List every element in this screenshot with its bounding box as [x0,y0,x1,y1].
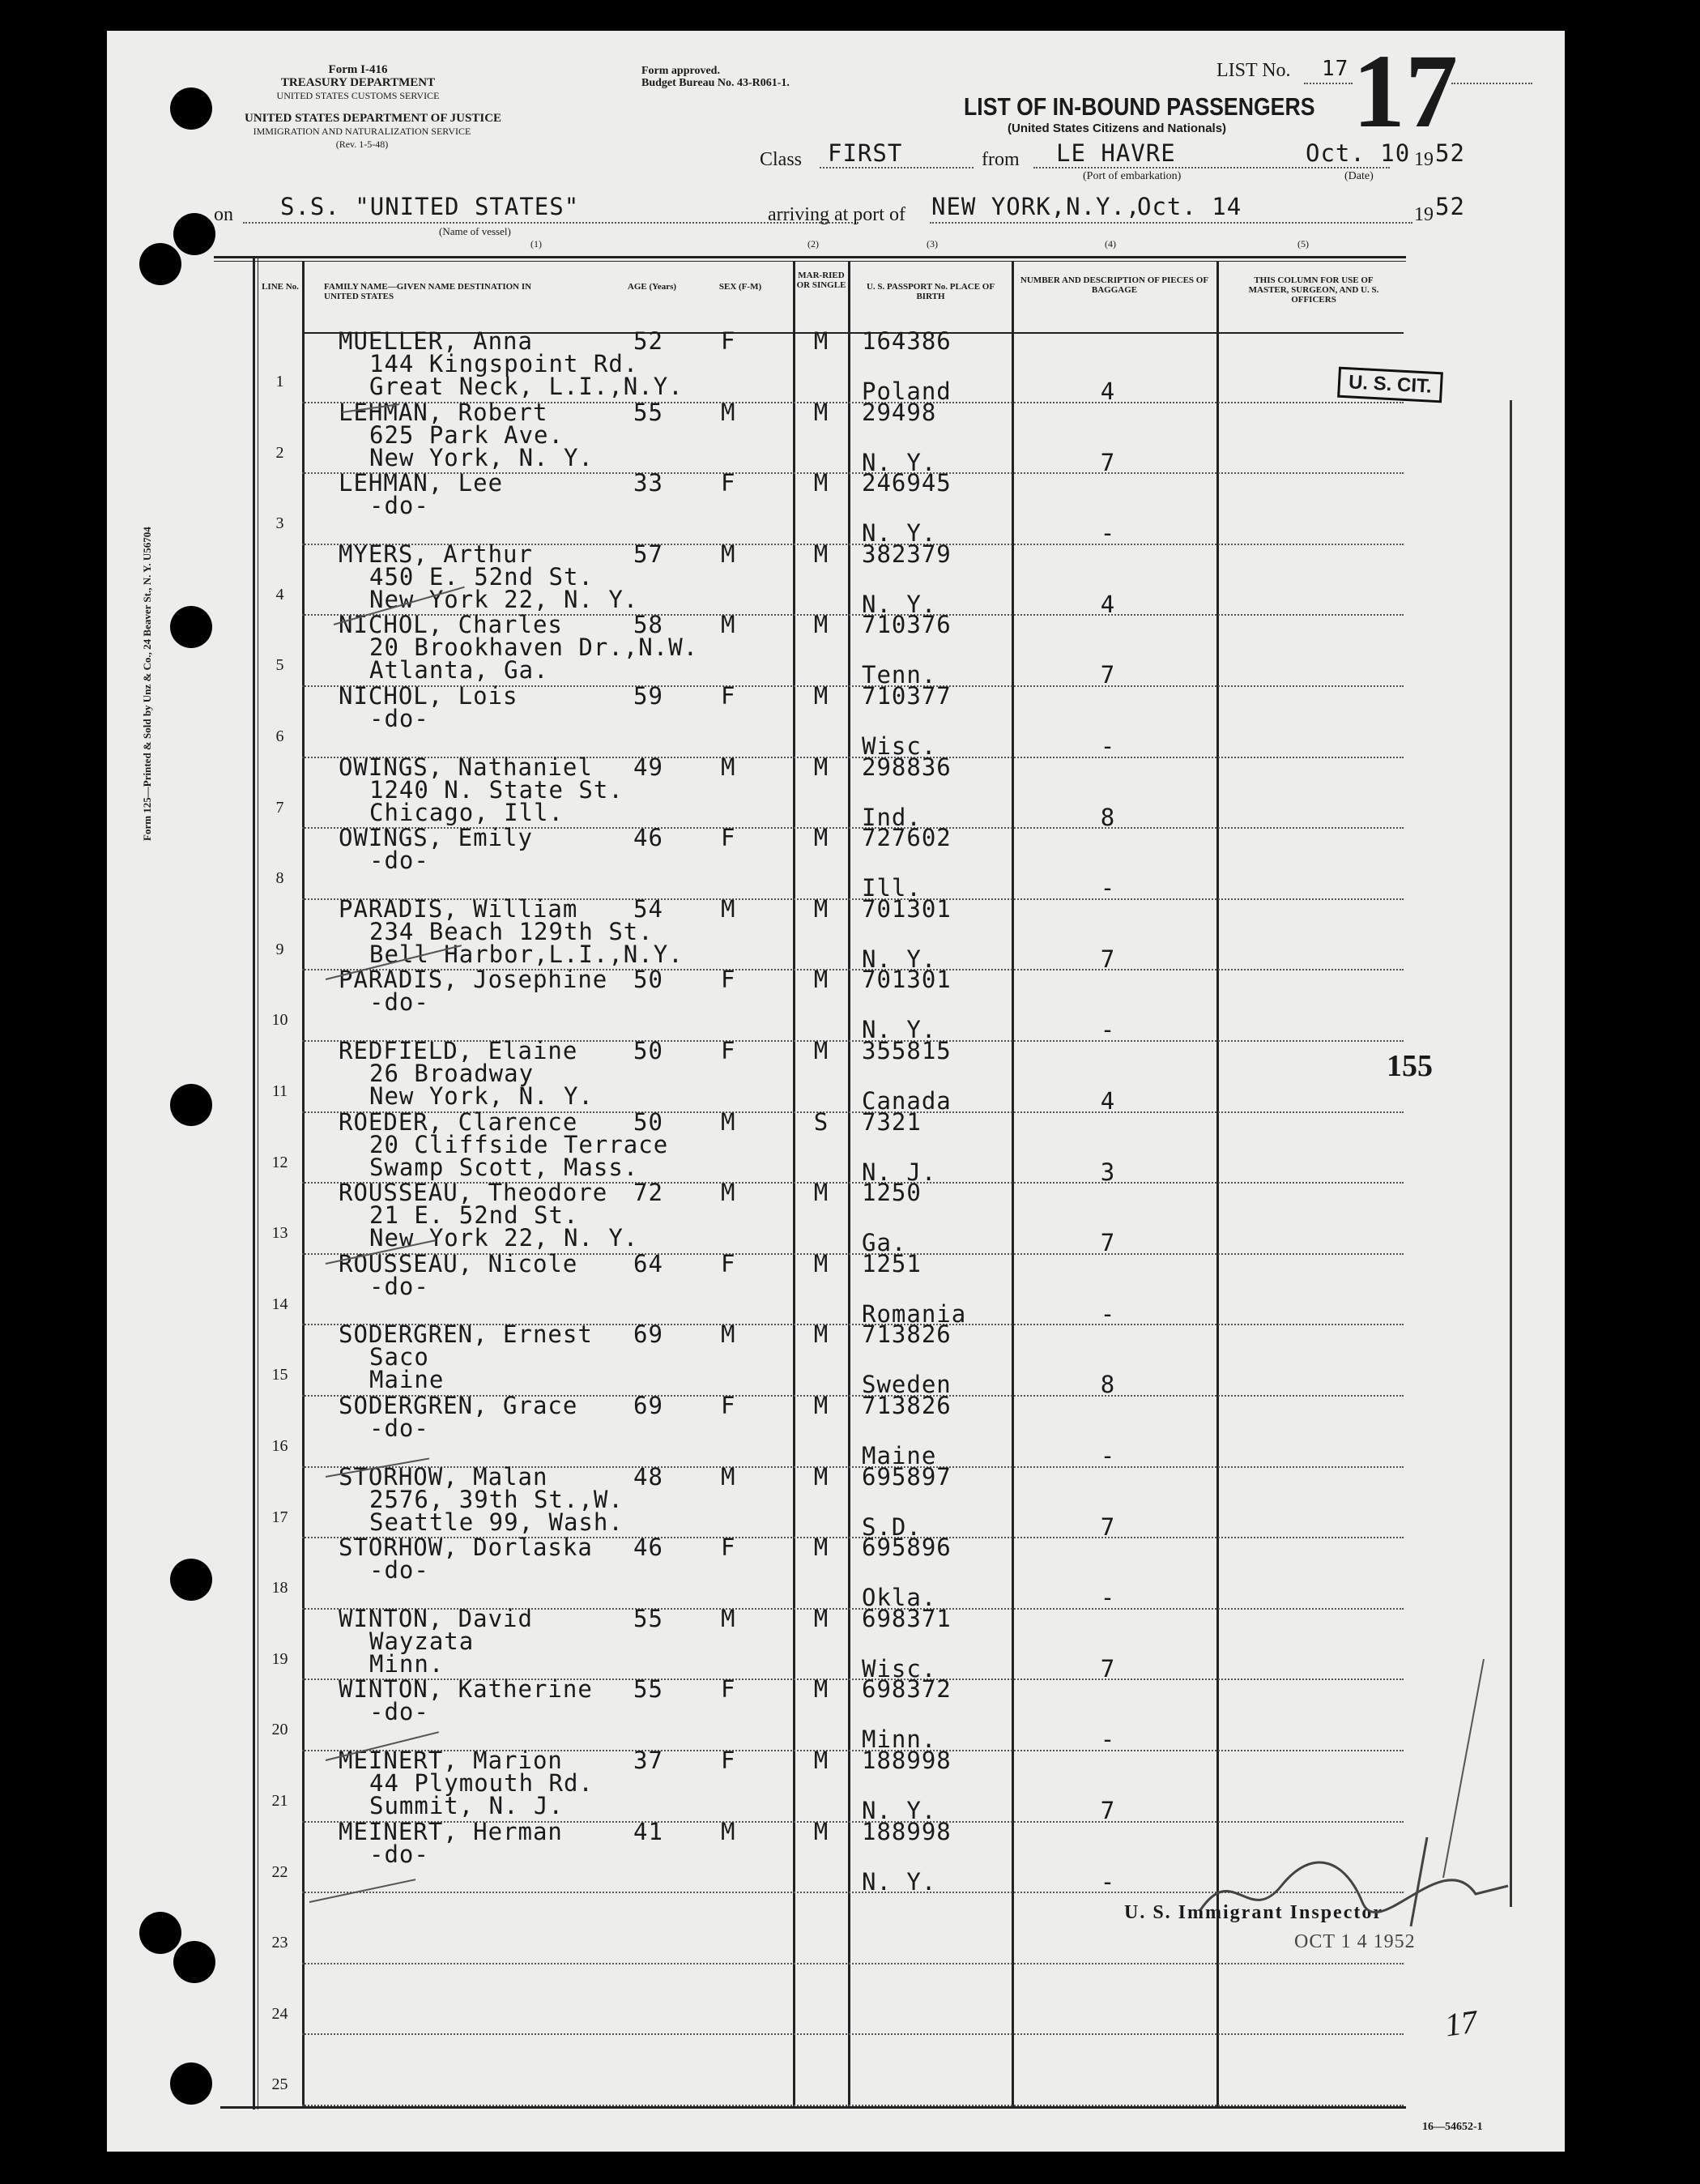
vessel-caption: (Name of vessel) [439,225,511,237]
baggage-count: - [1100,732,1116,760]
line-number: 16 [271,1437,288,1455]
baggage-count: - [1100,1725,1116,1754]
baggage-count: 7 [1100,1229,1116,1257]
passenger-sex: F [721,1392,736,1419]
passenger-name: OWINGS, Nathaniel [339,753,593,781]
footer-code: 16—54652-1 [1422,2121,1483,2133]
passenger-age: 69 [633,1320,663,1349]
passenger-address: -do- [369,847,429,875]
line-number: 11 [271,1082,288,1100]
row-separator [302,2105,1404,2106]
line-number: 7 [275,798,284,817]
place-of-birth: N. Y. [862,1797,937,1824]
marital-status: M [813,1392,829,1419]
line-number: 6 [275,727,284,745]
col-num-4: (4) [1105,238,1116,250]
col-num-5: (5) [1297,238,1309,250]
arrival-port: NEW YORK,N.Y., [931,193,1141,220]
passenger-sex: M [721,753,736,781]
passenger-sex: M [721,1604,736,1632]
passenger-age: 37 [633,1747,663,1774]
passenger-age: 59 [633,682,663,710]
passenger-name: NICHOL, Lois [339,682,518,710]
baggage-count: - [1100,1016,1116,1044]
passenger-sex: F [721,682,736,710]
place-of-birth: Wisc. [862,732,937,760]
passenger-sex: M [721,540,736,568]
baggage-count: 7 [1100,1654,1116,1683]
line-number: 18 [271,1579,288,1597]
passenger-name: MYERS, Arthur [339,540,533,568]
line-number: 5 [275,656,284,675]
passenger-address: -do- [369,988,429,1017]
passenger-age: 52 [633,327,663,355]
col-num-3: (3) [927,238,938,250]
class-label: Class [760,149,803,170]
passenger-name: MEINERT, Marion [339,1747,563,1774]
passport-number: 701301 [862,894,952,923]
tick-mark [1419,1651,1500,1894]
baggage-count: 7 [1100,1797,1116,1824]
form-number: Form I-416 [328,63,388,76]
passenger-age: 57 [633,540,663,568]
passenger-sex: F [721,1747,736,1774]
passport-number: 355815 [862,1037,952,1064]
col-header-married: MAR-RIED OR SINGLE [796,271,846,290]
passenger-age: 69 [633,1392,663,1419]
passenger-name: LEHMAN, Lee [339,469,504,497]
passport-number: 713826 [862,1392,952,1419]
passenger-name: ROEDER, Clarence [339,1107,578,1136]
passenger-name: MUELLER, Anna [339,327,533,355]
marital-status: M [813,469,829,497]
passenger-age: 55 [633,1675,663,1704]
binder-hole [170,2062,212,2105]
line-number: 25 [271,2075,288,2094]
passport-number: 29498 [862,398,937,426]
passenger-age: 72 [633,1179,663,1207]
passenger-address: -do- [369,1414,429,1442]
baggage-count: 7 [1100,1512,1116,1541]
passenger-address: 234 Beach 129th St. [369,917,654,945]
marital-status: M [813,753,829,781]
passenger-name: STORHOW, Malan [339,1462,548,1491]
passenger-count: 155 [1387,1049,1433,1083]
marital-status: M [813,966,829,994]
place-of-birth: N. Y. [862,1016,937,1044]
binder-hole [173,1941,215,1983]
passenger-sex: F [721,1675,736,1704]
marital-status: M [813,1037,829,1064]
line-number: 4 [275,585,284,604]
passenger-address: Bell Harbor,L.I.,N.Y. [369,940,684,968]
passenger-address: -do- [369,1840,429,1868]
passenger-address: 20 Cliffside Terrace [369,1130,669,1158]
passenger-name: PARADIS, Josephine [339,966,608,994]
passenger-address: Atlanta, Ga. [369,656,549,685]
binder-hole [173,213,215,255]
passport-number: 695896 [862,1533,952,1562]
officer-bracket-line [1510,400,1512,1907]
place-of-birth: Minn. [862,1725,937,1754]
us-citizen-stamp: U. S. CIT. [1337,367,1443,403]
passenger-name: OWINGS, Emily [339,824,533,852]
col-header-name: FAMILY NAME—GIVEN NAME DESTINATION IN UNITED STATES [324,282,532,301]
passport-number: 1250 [862,1179,922,1207]
passenger-address: 1240 N. State St. [369,775,624,804]
big-list-number: 17 [1353,33,1458,150]
passenger-name: MEINERT, Herman [339,1817,563,1845]
place-of-birth: Okla. [862,1584,937,1612]
baggage-count: - [1100,1867,1116,1896]
arrival-date: Oct. 14 [1137,193,1242,220]
list-number: 17 [1322,57,1349,81]
passenger-address: Wayzata [369,1627,475,1655]
marital-status: M [813,327,829,355]
passenger-name: SODERGREN, Grace [339,1392,578,1419]
passenger-address: 21 E. 52nd St. [369,1201,579,1230]
passenger-address: Chicago, Ill. [369,798,564,826]
passenger-age: 48 [633,1462,663,1491]
binder-hole [170,606,212,648]
passport-number: 710376 [862,611,952,639]
baggage-count: - [1100,1299,1116,1328]
class-value: FIRST [828,139,903,167]
passenger-address: New York, N. Y. [369,443,594,471]
col-header-passport: U. S. PASSPORT No. PLACE OF BIRTH [866,282,995,301]
col-header-officers: THIS COLUMN FOR USE OF MASTER, SURGEON, AND U. S. OFFICERS [1248,275,1379,305]
line-number: 15 [271,1366,288,1384]
place-of-birth: S.D. [862,1512,922,1541]
passenger-sex: F [721,824,736,852]
department-justice: UNITED STATES DEPARTMENT OF JUSTICE [245,112,502,125]
line-number: 13 [271,1224,288,1243]
passenger-address: 144 Kingspoint Rd. [369,350,639,378]
marital-status: M [813,894,829,923]
passenger-address: 625 Park Ave. [369,420,564,449]
passenger-name: STORHOW, Dorlaska [339,1533,593,1562]
marital-status: M [813,1747,829,1774]
passenger-age: 33 [633,469,663,497]
line-number: 10 [271,1011,288,1030]
passenger-name: NICHOL, Charles [339,611,563,639]
passenger-address: 44 Plymouth Rd. [369,1769,594,1797]
passenger-address: Summit, N. J. [369,1792,564,1819]
passport-number: 698372 [862,1675,952,1704]
passenger-sex: M [721,398,736,426]
customs-service: UNITED STATES CUSTOMS SERVICE [276,90,440,101]
passenger-age: 49 [633,753,663,781]
passenger-name: ROUSSEAU, Nicole [339,1249,578,1278]
inspection-date-stamp: OCT 1 4 1952 [1294,1931,1416,1952]
place-of-birth: N. J. [862,1158,937,1186]
marital-status: M [813,540,829,568]
marital-status: S [813,1107,829,1136]
passenger-age: 55 [633,1604,663,1632]
department-treasury: TREASURY DEPARTMENT [280,76,436,89]
list-subtitle: (United States Citizens and Nationals) [1008,122,1227,135]
place-of-birth: Canada [862,1087,952,1115]
passport-number: 188998 [862,1747,952,1774]
inspector-stamp: U. S. Immigrant Inspector [1124,1902,1383,1923]
vessel-name: S.S. "UNITED STATES" [280,193,580,220]
passport-number: 695897 [862,1462,952,1491]
place-of-birth: Ind. [862,803,922,831]
line-number: 14 [271,1295,288,1313]
passenger-name: SODERGREN, Ernest [339,1320,593,1349]
binder-hole [139,243,181,285]
baggage-count: 3 [1100,1158,1116,1186]
passenger-address: New York 22, N. Y. [369,1224,639,1252]
baggage-count: 7 [1100,661,1116,689]
line-number: 21 [271,1792,288,1810]
passport-number: 727602 [862,824,952,852]
col-header-sex: SEX (F-M) [718,282,762,292]
passenger-address: New York, N. Y. [369,1082,594,1110]
revision: (Rev. 1-5-48) [335,139,389,150]
place-of-birth: Poland [862,378,952,405]
line-number: 20 [271,1721,288,1739]
line-number: 22 [271,1862,288,1881]
passport-number: 188998 [862,1817,952,1845]
budget-bureau: Budget Bureau No. 43-R061-1. [641,77,790,89]
passenger-sex: M [721,611,736,639]
passenger-address: -do- [369,1272,429,1300]
passenger-address: 450 E. 52nd St. [369,562,594,591]
place-of-birth: Tenn. [862,661,937,689]
line-number: 24 [271,2004,288,2023]
passenger-name: PARADIS, William [339,894,578,923]
baggage-count: - [1100,519,1116,548]
manifest-page [107,31,1565,2152]
year-value: 52 [1435,139,1465,167]
list-title: LIST OF IN-BOUND PASSENGERS [964,92,1315,121]
binder-hole [139,1912,181,1954]
passenger-name: WINTON, David [339,1604,533,1632]
marital-status: M [813,1249,829,1278]
line-number: 17 [271,1508,288,1526]
baggage-count: - [1100,1442,1116,1470]
baggage-count: - [1100,1584,1116,1612]
passenger-age: 58 [633,611,663,639]
place-of-birth: N. Y. [862,945,937,973]
baggage-count: 8 [1100,803,1116,831]
passport-number: 698371 [862,1604,952,1632]
form-approved: Form approved. [641,65,720,77]
passenger-address: Maine [369,1366,445,1394]
passenger-address: 2576, 39th St.,W. [369,1485,624,1513]
marital-status: M [813,1533,829,1562]
baggage-count: 7 [1100,945,1116,973]
arriving-label: arriving at port of [768,204,905,225]
place-of-birth: N. Y. [862,519,937,548]
marital-status: M [813,824,829,852]
marital-status: M [813,682,829,710]
col-header-line: LINE No. [262,282,299,292]
passenger-sex: M [721,894,736,923]
marital-status: M [813,398,829,426]
passenger-address: New York 22, N. Y. [369,585,639,613]
passenger-address: -do- [369,492,429,520]
passenger-address: Swamp Scott, Mass. [369,1153,639,1181]
passenger-sex: F [721,1249,736,1278]
passenger-sex: F [721,469,736,497]
passenger-sex: F [721,327,736,355]
passenger-sex: F [721,1533,736,1562]
page-handwritten-mark: 17 [1442,2003,1480,2044]
passenger-address: -do- [369,1556,429,1585]
passenger-address: Minn. [369,1649,445,1678]
place-of-birth: N. Y. [862,1867,937,1896]
on-label: on [214,204,233,225]
passport-number: 382379 [862,540,952,568]
baggage-count: 4 [1100,590,1116,618]
place-of-birth: Maine [862,1442,937,1470]
passenger-age: 46 [633,1533,663,1562]
binder-hole [170,1559,212,1601]
passenger-address: -do- [369,705,429,732]
year-prefix: 19 [1414,149,1434,170]
place-of-birth: N. Y. [862,448,937,476]
passenger-age: 55 [633,398,663,426]
col-header-age: AGE (Years) [627,282,677,292]
passport-number: 1251 [862,1249,922,1278]
passenger-address: -do- [369,1698,429,1726]
line-number: 1 [275,373,284,390]
marital-status: M [813,1462,829,1491]
passport-number: 164386 [862,327,952,355]
place-of-birth: Romania [862,1299,967,1328]
place-of-birth: Ga. [862,1229,907,1257]
date-caption: (Date) [1344,170,1374,182]
marital-status: M [813,1604,829,1632]
list-label: LIST No. [1216,60,1291,81]
passenger-name: LEHMAN, Robert [339,398,548,426]
from-label: from [982,149,1020,170]
line-number: 9 [275,940,284,958]
baggage-count: 4 [1100,1087,1116,1115]
passenger-sex: M [721,1462,736,1491]
passenger-address: 20 Brookhaven Dr.,N.W. [369,633,699,662]
passport-number: 710377 [862,682,952,710]
date-value: Oct. 10 [1306,139,1411,167]
passport-number: 7321 [862,1107,922,1136]
place-of-birth: N. Y. [862,590,937,618]
col-num-1: (1) [530,238,542,250]
marital-status: M [813,611,829,639]
binder-hole [170,1084,212,1126]
row-separator [302,2033,1404,2035]
baggage-count: 4 [1100,378,1116,405]
passenger-age: 41 [633,1817,663,1845]
passenger-sex: M [721,1179,736,1207]
passport-number: 701301 [862,966,952,994]
passenger-sex: F [721,966,736,994]
baggage-count: 8 [1100,1371,1116,1399]
passenger-age: 50 [633,1037,663,1064]
passenger-sex: M [721,1817,736,1845]
line-number: 2 [275,443,284,462]
passenger-name: ROUSSEAU, Theodore [339,1179,608,1207]
col-header-baggage: NUMBER AND DESCRIPTION OF PIECES OF BAGGAGE [1020,275,1209,295]
line-number: 3 [275,514,284,533]
line-number: 23 [271,1934,288,1952]
marital-status: M [813,1817,829,1845]
arrival-year-prefix: 19 [1414,204,1434,225]
passenger-age: 64 [633,1249,663,1278]
passenger-name: REDFIELD, Elaine [339,1037,578,1064]
marital-status: M [813,1320,829,1349]
passport-number: 298836 [862,753,952,781]
passenger-address: 26 Broadway [369,1060,535,1087]
baggage-count: 7 [1100,448,1116,476]
passenger-age: 50 [633,1107,663,1136]
from-value: LE HAVRE [1056,139,1176,167]
place-of-birth: Sweden [862,1371,952,1399]
passenger-sex: M [721,1107,736,1136]
port-caption: (Port of embarkation) [1083,170,1182,182]
col-num-2: (2) [807,238,819,250]
baggage-count: - [1100,874,1116,902]
place-of-birth: Ill. [862,874,922,902]
marital-status: M [813,1179,829,1207]
passenger-address: Great Neck, L.I.,N.Y. [369,373,684,400]
place-of-birth: Wisc. [862,1654,937,1683]
passenger-address: Saco [369,1343,429,1371]
passenger-sex: M [721,1320,736,1349]
passenger-sex: F [721,1037,736,1064]
printer-side-text: Form 125—Printed & Sold by Unz & Co., 24 Beaver St., N. Y. U56704 [141,527,153,841]
passenger-age: 46 [633,824,663,852]
row-separator [302,1963,1404,1964]
passport-number: 713826 [862,1320,952,1349]
line-number: 8 [275,869,284,888]
passport-number: 246945 [862,469,952,497]
passenger-age: 50 [633,966,663,994]
binder-hole [170,87,212,130]
passenger-address: Seattle 99, Wash. [369,1508,624,1536]
line-number: 19 [271,1649,288,1668]
line-number: 12 [271,1153,288,1171]
passenger-age: 54 [633,894,663,923]
ins-service: IMMIGRATION AND NATURALIZATION SERVICE [253,126,471,137]
arrival-year: 52 [1435,193,1465,220]
marital-status: M [813,1675,829,1704]
passenger-name: WINTON, Katherine [339,1675,593,1704]
